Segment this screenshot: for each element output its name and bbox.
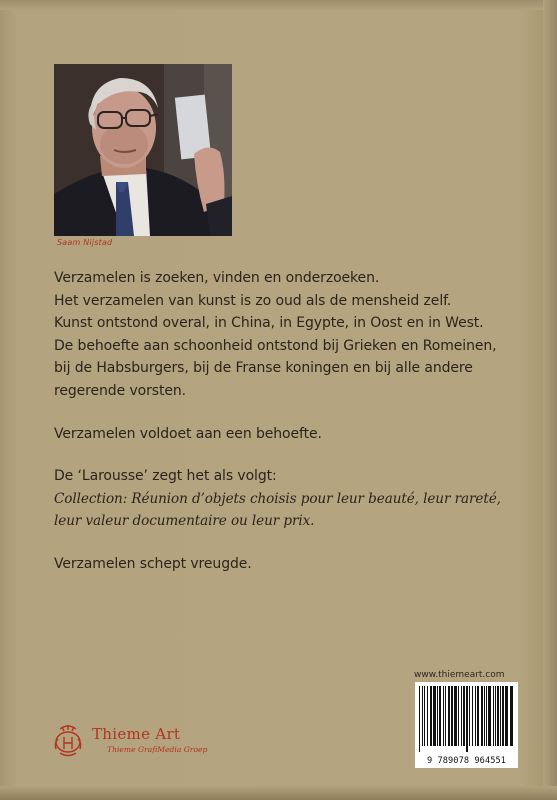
cover-top-edge bbox=[0, 0, 557, 10]
publisher-subtitle: Thieme GrafiMedia Groep bbox=[107, 745, 208, 754]
publisher-website: www.thiemeart.com bbox=[414, 670, 505, 680]
text-line: bij de Habsburgers, bij de Franse koningen en bij alle andere bbox=[54, 360, 473, 377]
barcode-bars bbox=[415, 682, 518, 756]
text-line: Verzamelen schept vreugde. bbox=[54, 555, 252, 572]
barcode-digits: 9 789078 964551 bbox=[426, 756, 507, 766]
text-line: Verzamelen is zoeken, vinden en onderzoeken. bbox=[54, 270, 380, 286]
crest-icon bbox=[50, 721, 86, 759]
author-portrait-photo bbox=[54, 64, 232, 236]
text-line: Het verzamelen van kunst is zo oud als de mensheid zelf. bbox=[54, 292, 452, 309]
text-line: De ‘Larousse’ zegt het als volgt: bbox=[54, 468, 277, 485]
text-line: regerende vorsten. bbox=[54, 382, 186, 399]
text-line: De behoefte aan schoonheid ontstond bij Grieken en Romeinen, bbox=[54, 337, 497, 354]
publisher-name: Thieme Art bbox=[92, 725, 181, 743]
cover-spine-edge bbox=[543, 0, 557, 800]
photo-caption: Saam Nijstad bbox=[57, 238, 113, 247]
quote-line: Collection: Réunion d’objets choisis pour leur beauté, leur rareté, bbox=[54, 490, 501, 507]
text-line: Verzamelen voldoet aan een behoefte. bbox=[54, 425, 322, 442]
quote-line: leur valeur documentaire ou leur prix. bbox=[54, 513, 315, 530]
isbn-barcode bbox=[415, 682, 518, 768]
cover-bottom-edge bbox=[0, 786, 557, 800]
text-line: Kunst ontstond overal, in China, in Egypte, in Oost en in West. bbox=[54, 315, 484, 332]
back-cover-text bbox=[54, 267, 524, 576]
